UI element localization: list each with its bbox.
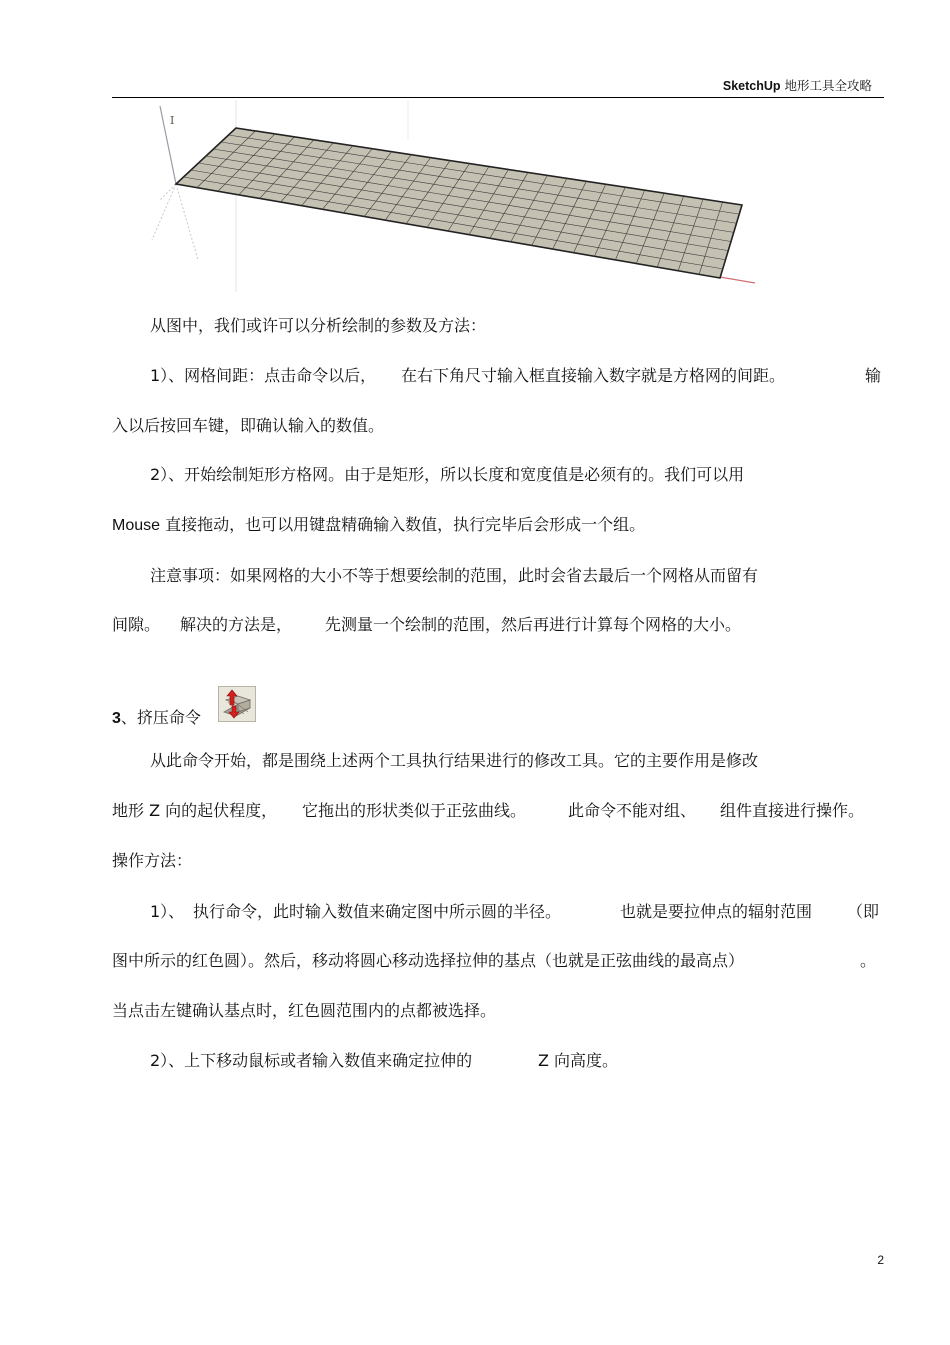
page-number: 2: [877, 1253, 884, 1267]
section-3-paragraph-4-part-d: （即: [847, 902, 880, 921]
running-header: [723, 76, 872, 94]
section-3-paragraph-3: 操作方法：: [112, 851, 193, 870]
section-3-paragraph-1: 从此命令开始，都是围绕上述两个工具执行结果进行的修改工具。它的主要作用是修改: [150, 751, 759, 770]
section-3-paragraph-5-part-b: 。: [860, 951, 877, 970]
push-pull-tool-icon: [218, 686, 256, 722]
header-brand: SketchUp: [722, 79, 781, 93]
paragraph-2-part-b: 在右下角尺寸输入框直接输入数字就是方格网的间距。: [401, 366, 786, 385]
section-3-paragraph-2-part-a: 地形 Z 向的起伏程度，: [112, 801, 278, 820]
section-3-paragraph-7-part-a: 2）、上下移动鼠标或者输入数值来确定拉伸的: [150, 1051, 473, 1070]
section-3-paragraph-5-part-a: 图中所示的红色圆）。然后，移动将圆心移动选择拉伸的基点（也就是正弦曲线的最高点）: [112, 951, 745, 970]
section-3-paragraph-4-part-b: 执行命令，此时输入数值来确定图中所示圆的半径。: [193, 902, 562, 921]
paragraph-7-part-a: 间隙。: [112, 615, 161, 634]
section-3-paragraph-4-part-c: 也就是要拉伸点的辐射范围: [620, 902, 813, 921]
paragraph-7-part-c: 先测量一个绘制的范围，然后再进行计算每个网格的大小。: [325, 615, 742, 634]
section-3-heading: [112, 708, 201, 729]
paragraph-5: [112, 515, 645, 536]
section-3-number: 3: [112, 710, 121, 727]
section-3-paragraph-7-part-b: Z 向高度。: [538, 1051, 619, 1070]
paragraph-7-part-b: 解决的方法是，: [180, 615, 293, 634]
paragraph-6: 注意事项：如果网格的大小不等于想要绘制的范围，此时会省去最后一个网格从而留有: [150, 566, 759, 585]
terrain-grid-figure: [150, 100, 760, 292]
section-3-paragraph-2-part-d: 组件直接进行操作。: [720, 801, 865, 820]
paragraph-1: 从图中，我们或许可以分析绘制的参数及方法：: [150, 316, 487, 335]
paragraph-3: 入以后按回车键，即确认输入的数值。: [112, 416, 385, 435]
paragraph-4: 2）、开始绘制矩形方格网。由于是矩形，所以长度和宽度值是必须有的。我们可以用: [150, 465, 745, 484]
paragraph-5-text: 直接拖动，也可以用键盘精确输入数值，执行完毕后会形成一个组。: [160, 515, 646, 534]
section-3-paragraph-2-part-b: 它拖出的形状类似于正弦曲线。: [302, 801, 527, 820]
section-3-paragraph-6: 当点击左键确认基点时，红色圆范围内的点都被选择。: [112, 1001, 497, 1020]
section-3-paragraph-2-part-c: 此命令不能对组、: [568, 801, 697, 820]
paragraph-2-part-c: 输: [865, 366, 882, 385]
header-rule: [112, 97, 884, 98]
header-title: 地形工具全攻略: [780, 78, 872, 93]
paragraph-2-part-a: 1）、网格间距：点击命令以后，: [150, 366, 377, 385]
paragraph-5-latin: Mouse: [112, 517, 161, 534]
axis-label: I: [170, 114, 175, 127]
section-3-title: 、挤压命令: [120, 708, 201, 727]
section-3-paragraph-4-part-a: 1）、: [150, 902, 185, 921]
